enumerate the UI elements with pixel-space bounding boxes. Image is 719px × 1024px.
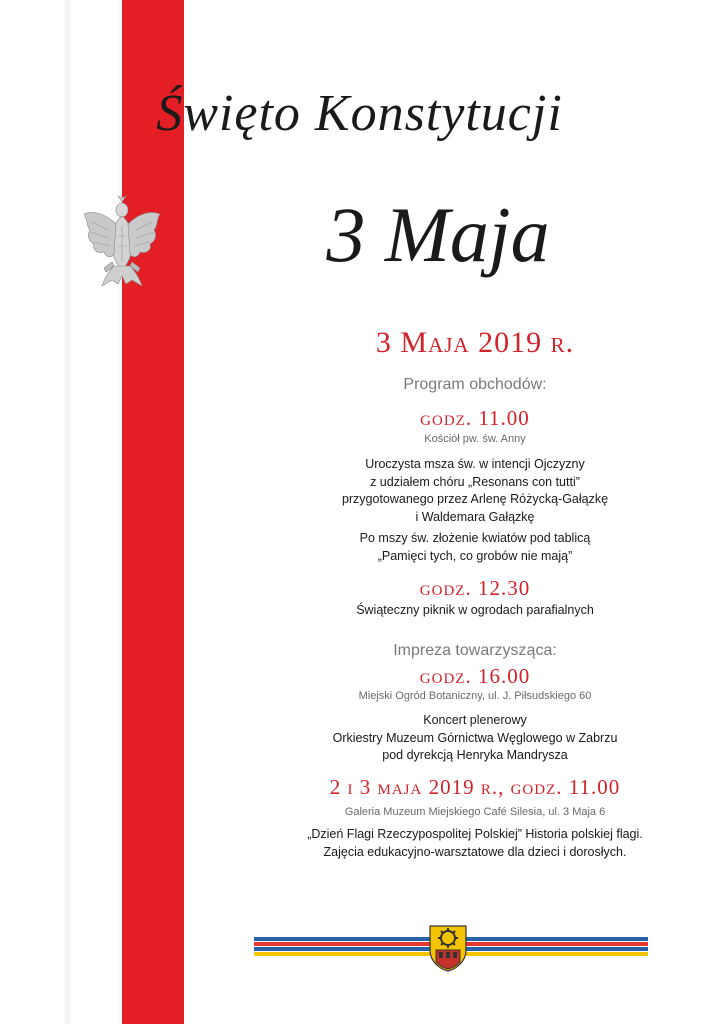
side-event-2-time: 2 i 3 maja 2019 r., godz. 11.00 [329,775,621,799]
event-1-line: przygotowanego przez Arlenę Różycką-Gałązkę [341,492,609,506]
event-1-description-2 [270,530,680,565]
side-event-1-description [270,712,680,765]
event-2-time: godz. 12.30 [419,576,531,600]
polish-eagle-icon [78,192,166,288]
event-1-time: godz. 11.00 [420,406,530,430]
side-event-2-line: Zajęcia edukacyjno-warsztatowe dla dzieci i dorosłych. [323,844,627,859]
side-event-2-place: Galeria Muzeum Miejskiego Café Silesia, ul. 3 Maja 6 [344,806,606,818]
title-line-1: Święto Konstytucji [156,85,563,142]
side-event-1-time: godz. 16.00 [419,664,531,688]
side-event-1-line: Koncert plenerowy [423,713,527,727]
city-crest-icon [428,924,468,972]
event-1-line: i Waldemara Gałązkę [415,509,535,524]
side-event-2-description [270,826,680,861]
event-2-description [270,602,680,620]
side-event-1-line: Orkiestry Muzeum Górnictwa Węglowego w Zabrzu [332,730,618,745]
event-1-line: z udziałem chóru „Resonans con tutti” [370,474,580,489]
main-date: 3 Maja 2019 r. [375,326,575,359]
side-event-1-place: Miejski Ogród Botaniczny, ul. J. Piłsudskiego 60 [358,690,592,702]
title-line-2: 3 Maja [326,191,550,278]
event-1-line: Po mszy św. złożenie kwiatów pod tablicą [359,531,591,545]
side-event-header: Impreza towarzysząca: [393,642,557,659]
paper-edge-shadow [62,0,72,1024]
event-1-description [270,456,680,526]
event-2-line: Świąteczny piknik w ogrodach parafialnych [356,603,594,617]
event-1-line: „Pamięci tych, co grobów nie mają” [377,548,573,563]
event-1-line: Uroczysta msza św. w intencji Ojczyzny [365,457,585,471]
event-1-place: Kościół pw. św. Anny [424,433,526,445]
red-ribbon-band [122,0,184,1024]
side-event-2-line: „Dzień Flagi Rzeczypospolitej Polskiej” Historia polskiej flagi. [307,827,643,841]
program-header: Program obchodów: [403,376,547,393]
side-event-1-line: pod dyrekcją Henryka Mandrysza [382,748,568,762]
